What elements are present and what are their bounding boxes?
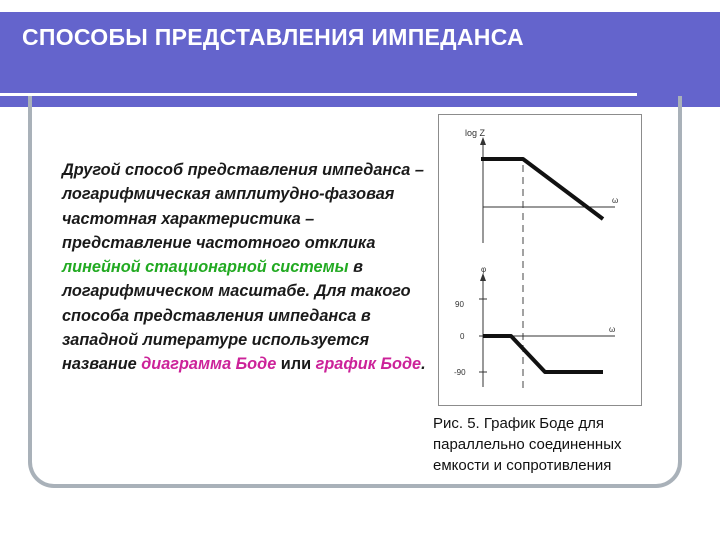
phase-tick-label-minus90: -90 — [454, 368, 466, 377]
term-linear-stationary-system: линейной стационарной системы — [62, 258, 349, 277]
term-bode-diagram: диаграмма Боде — [141, 355, 277, 374]
phase-curve — [483, 336, 603, 372]
phase-tick-label-0: 0 — [460, 332, 465, 341]
phase-y-arrow — [480, 273, 486, 281]
phase-x-axis-label: ω — [609, 325, 616, 334]
magnitude-x-axis-label: ω — [612, 196, 619, 205]
magnitude-axis-label: log Z — [465, 128, 486, 138]
body-paragraph — [62, 158, 434, 377]
body-text-part-1: Другой способ представления импеданса – логарифмическая амплитудно-фазовая частотная характеристика – представление частотного отклика — [62, 161, 424, 252]
magnitude-y-arrow — [480, 137, 486, 145]
bode-plot-svg — [439, 115, 641, 405]
header-top-strip — [0, 0, 720, 12]
body-text-part-2: в логарифмическом масштабе. Для такого способа представления импеданса в западной литературе используется название — [62, 258, 411, 374]
slide-title: СПОСОБЫ ПРЕДСТАВЛЕНИЯ ИМПЕДАНСА — [22, 24, 524, 50]
body-text-part-4: . — [421, 355, 426, 374]
phase-tick-label-90: 90 — [455, 300, 464, 309]
body-text-part-3: или — [276, 355, 316, 374]
figure-caption: Рис. 5. График Боде для параллельно соединенных емкости и сопротивления — [433, 415, 622, 474]
term-bode-plot: график Боде — [315, 355, 422, 374]
magnitude-curve — [481, 159, 603, 219]
phase-axis-label: φ — [481, 265, 487, 274]
bode-plot-figure — [438, 114, 642, 406]
